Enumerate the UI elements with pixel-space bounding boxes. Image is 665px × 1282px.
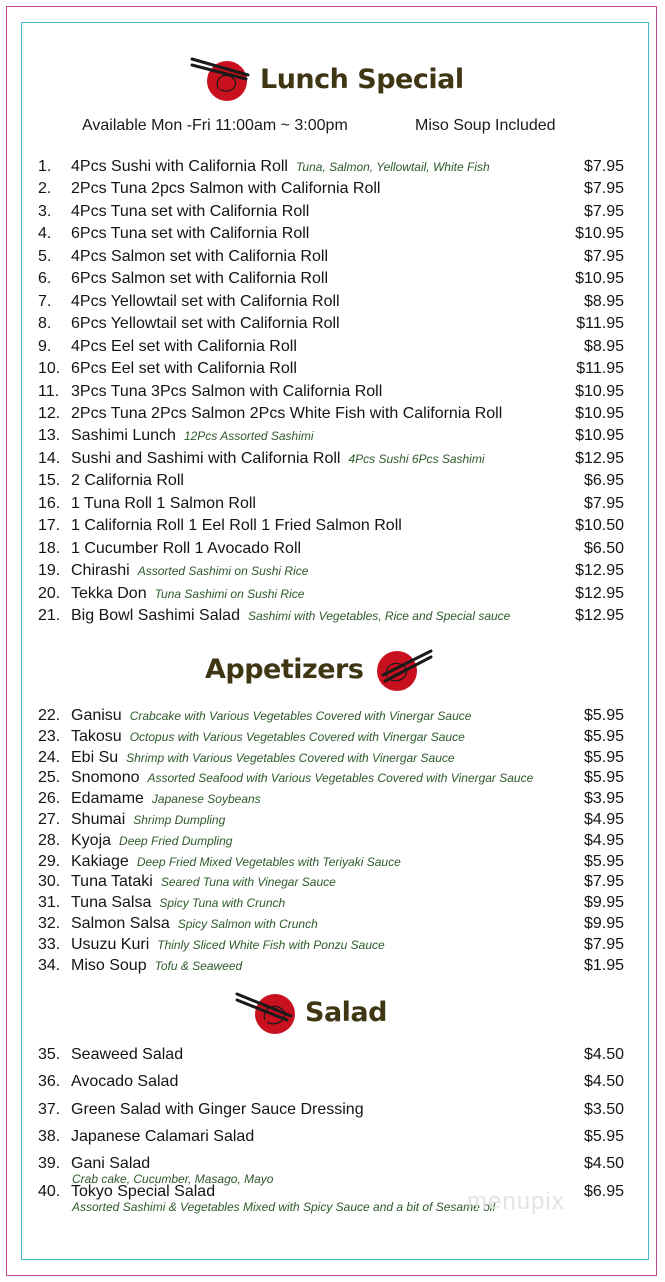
salad-title: Salad <box>305 996 387 1028</box>
item-name-group <box>71 955 242 977</box>
item-description: Seared Tuna with Vinegar Sauce <box>160 875 336 890</box>
menu-item <box>38 1071 624 1093</box>
item-name-group <box>71 560 308 582</box>
item-name: 6Pcs Eel set with California Roll <box>71 360 297 378</box>
item-description: Crabcake with Various Vegetables Covered with Vinergar Sauce <box>129 709 472 723</box>
item-number: 25. <box>38 769 61 787</box>
item-name: Ganisu <box>71 707 122 724</box>
item-number: 29. <box>38 852 61 870</box>
menu-item <box>38 313 624 335</box>
menu-item <box>38 871 624 893</box>
item-price: $7.95 <box>583 202 624 220</box>
item-name-group <box>71 934 385 956</box>
menu-item <box>38 291 624 313</box>
menu-item <box>38 1126 624 1148</box>
item-number: 35. <box>38 1046 61 1063</box>
item-price: $7.95 <box>583 247 624 265</box>
menu-item <box>38 246 624 268</box>
item-name-group <box>71 493 256 515</box>
item-name: 4Pcs Sushi with California Roll <box>71 158 288 175</box>
item-price: $10.95 <box>575 225 624 243</box>
item-number: 14. <box>38 449 61 467</box>
item-description: Japanese Soybeans <box>151 792 261 807</box>
item-price: $10.95 <box>575 404 624 422</box>
item-number: 7. <box>38 292 52 310</box>
item-price: $5.95 <box>583 852 624 870</box>
item-number: 11. <box>38 382 60 400</box>
menu-item <box>38 913 624 935</box>
menu-item <box>38 892 624 914</box>
item-name-group <box>71 201 309 223</box>
item-price: $8.95 <box>583 337 624 355</box>
item-name: 6Pcs Yellowtail set with California Roll <box>71 315 340 333</box>
menu-item <box>38 425 624 447</box>
availability-text: Available Mon -Fri 11:00am ~ 3:00pm <box>82 117 348 134</box>
item-name-group <box>71 358 297 380</box>
item-name-group <box>71 470 184 492</box>
item-name: Green Salad with Ginger Sauce Dressing <box>71 1100 364 1118</box>
item-price: $3.50 <box>583 1100 624 1118</box>
item-price: $5.95 <box>583 707 624 724</box>
item-number: 37. <box>38 1100 61 1118</box>
item-price: $10.50 <box>575 517 624 535</box>
item-price: $10.95 <box>575 427 624 445</box>
item-name-group <box>71 538 301 560</box>
item-number: 16. <box>38 494 61 512</box>
menu-item <box>38 223 624 245</box>
item-number: 28. <box>38 831 61 849</box>
item-price: $12.95 <box>575 562 624 580</box>
item-number: 15. <box>38 472 61 490</box>
item-description: Deep Fried Mixed Vegetables with Teriyaki Sauce <box>136 854 401 869</box>
item-name: 4Pcs Salmon set with California Roll <box>71 247 328 265</box>
item-price: $5.95 <box>583 727 624 745</box>
item-name-group <box>71 583 304 605</box>
item-description: Tuna, Salmon, Yellowtail, White Fish <box>295 160 490 174</box>
menu-item <box>38 448 624 470</box>
item-description: 12Pcs Assorted Sashimi <box>183 429 314 444</box>
item-name: 2Pcs Tuna 2Pcs Salmon 2Pcs White Fish with California Roll <box>71 404 503 422</box>
menu-item <box>38 493 624 515</box>
menu-item <box>38 830 624 852</box>
item-price: $10.95 <box>575 270 624 288</box>
lunch-title: Lunch Special <box>260 63 464 95</box>
menu-item <box>38 955 624 977</box>
menu-item <box>38 358 624 380</box>
menu-item <box>38 515 624 537</box>
menu-item <box>38 538 624 560</box>
item-name: 1 Tuna Roll 1 Salmon Roll <box>71 494 256 512</box>
item-number: 27. <box>38 811 61 828</box>
item-price: $12.95 <box>575 449 624 467</box>
item-name-group <box>71 448 485 470</box>
salad-heading <box>235 988 387 1036</box>
item-description: Tuna Sashimi on Sushi Rice <box>154 586 305 601</box>
item-price: $1.95 <box>583 956 624 974</box>
item-number: 26. <box>38 790 61 808</box>
item-name-group <box>71 726 465 748</box>
chopsticks-bowl-icon <box>190 55 250 103</box>
item-price: $4.95 <box>583 831 624 849</box>
menu-item <box>38 201 624 223</box>
item-price: $7.95 <box>583 873 624 891</box>
item-name: 3Pcs Tuna 3Pcs Salmon with California Roll <box>71 382 383 400</box>
item-name-group <box>71 705 471 727</box>
item-name: Edamame <box>71 790 144 808</box>
item-name: Kakiage <box>71 852 129 870</box>
item-price: $3.95 <box>583 790 624 808</box>
menu-item <box>38 178 624 200</box>
menu-item <box>38 705 624 727</box>
item-name-group <box>71 515 402 537</box>
watermark: menupix <box>467 1188 565 1215</box>
item-number: 2. <box>38 180 52 198</box>
item-name-group <box>71 1126 254 1148</box>
item-name: Shumai <box>71 811 126 828</box>
item-name: Gani Salad <box>71 1155 151 1173</box>
item-name-group <box>71 1044 183 1066</box>
item-name-group <box>71 425 314 447</box>
item-number: 10. <box>38 360 61 378</box>
item-description: Deep Fried Dumpling <box>119 833 233 848</box>
item-name-group <box>71 871 336 893</box>
item-name-group <box>71 336 297 358</box>
menu-item <box>38 583 624 605</box>
item-price: $12.95 <box>575 584 624 602</box>
menu-item <box>38 726 624 748</box>
item-number: 32. <box>38 915 61 932</box>
chopsticks-bowl-icon <box>373 645 433 693</box>
menu-item <box>38 767 624 789</box>
item-name-group <box>71 403 502 425</box>
item-description: Spicy Salmon with Crunch <box>177 917 318 931</box>
item-name: 4Pcs Yellowtail set with California Roll <box>71 292 340 310</box>
item-name: 2 California Roll <box>71 472 184 490</box>
item-name: Tokyo Special Salad <box>71 1182 216 1200</box>
item-number: 8. <box>38 315 52 333</box>
item-number: 13. <box>38 427 61 445</box>
item-name: 4Pcs Eel set with California Roll <box>71 337 297 355</box>
item-name: Snomono <box>71 769 140 787</box>
item-number: 38. <box>38 1127 61 1145</box>
item-name: Chirashi <box>71 562 130 580</box>
item-price: $11.95 <box>576 360 624 378</box>
menu-item <box>38 470 624 492</box>
item-price: $12.95 <box>575 607 624 624</box>
item-name-group <box>71 913 318 935</box>
item-number: 24. <box>38 748 61 766</box>
item-number: 9. <box>38 337 52 355</box>
appetizers-heading <box>205 645 433 693</box>
item-description: 4Pcs Sushi 6Pcs Sashimi <box>348 451 485 466</box>
item-price: $4.95 <box>583 811 624 828</box>
item-number: 6. <box>38 270 52 288</box>
item-name-group <box>71 313 340 335</box>
item-name: Takosu <box>71 727 122 745</box>
item-name-group <box>71 892 285 914</box>
item-name: Miso Soup <box>71 956 147 974</box>
item-price: $6.50 <box>583 539 624 557</box>
item-number: 23. <box>38 727 61 745</box>
item-number: 40. <box>38 1182 61 1200</box>
item-number: 19. <box>38 562 61 580</box>
lunch-heading <box>190 55 464 103</box>
item-number: 4. <box>38 225 52 243</box>
item-name: Sushi and Sashimi with California Roll <box>71 449 341 467</box>
item-number: 34. <box>38 956 61 974</box>
item-name-group <box>71 747 455 769</box>
menu-item <box>38 403 624 425</box>
item-name: 6Pcs Salmon set with California Roll <box>71 270 328 288</box>
item-description: Thinly Sliced White Fish with Ponzu Sauce <box>157 937 385 952</box>
item-name: 6Pcs Tuna set with California Roll <box>71 225 310 243</box>
menu-item <box>38 851 624 873</box>
item-number: 30. <box>38 873 61 891</box>
item-description: Assorted Sashimi on Sushi Rice <box>137 564 309 579</box>
menu-item <box>38 934 624 956</box>
item-name: 1 California Roll 1 Eel Roll 1 Fried Salmon Roll <box>71 517 402 535</box>
item-number: 33. <box>38 935 61 953</box>
item-name: Seaweed Salad <box>71 1046 184 1063</box>
menu-item <box>38 809 624 831</box>
item-price: $5.95 <box>583 1127 624 1145</box>
item-name-group <box>71 788 261 810</box>
miso-included-text: Miso Soup Included <box>415 117 556 134</box>
menu-item <box>38 788 624 810</box>
item-number: 31. <box>38 894 61 912</box>
item-name-group <box>71 809 225 831</box>
item-price: $7.95 <box>583 494 624 512</box>
chopsticks-bowl-icon <box>235 988 295 1036</box>
item-description: Assorted Seafood with Various Vegetables Covered with Vinergar Sauce <box>147 771 534 786</box>
item-name-group <box>71 156 490 178</box>
menu-item <box>38 381 624 403</box>
item-name: Salmon Salsa <box>71 915 170 932</box>
item-price: $9.95 <box>583 894 624 912</box>
item-number: 20. <box>38 584 61 602</box>
item-name: Ebi Su <box>71 748 119 766</box>
item-price: $4.50 <box>583 1155 624 1173</box>
item-description: Sashimi with Vegetables, Rice and Special sauce <box>247 609 511 623</box>
item-name: Tuna Salsa <box>71 894 152 912</box>
item-description: Shrimp Dumpling <box>133 813 226 827</box>
item-name: Avocado Salad <box>71 1073 179 1091</box>
item-name: 1 Cucumber Roll 1 Avocado Roll <box>71 539 302 557</box>
item-name: Big Bowl Sashimi Salad <box>71 607 240 624</box>
menu-item <box>38 605 624 627</box>
item-price: $6.95 <box>583 1182 624 1200</box>
menu-item <box>38 560 624 582</box>
item-name-group <box>71 246 328 268</box>
item-price: $5.95 <box>583 769 624 787</box>
menu-item <box>38 268 624 290</box>
gani-salad-desc: Crab cake, Cucumber, Masago, Mayo <box>72 1172 274 1186</box>
item-number: 17. <box>38 517 61 535</box>
item-description: Shrimp with Various Vegetables Covered with Vinergar Sauce <box>126 750 455 765</box>
item-price: $7.95 <box>583 935 624 953</box>
item-number: 5. <box>38 247 52 265</box>
menu-item <box>38 1044 624 1066</box>
menu-item <box>38 747 624 769</box>
item-name-group <box>71 1071 178 1093</box>
item-price: $5.95 <box>583 748 624 766</box>
item-price: $4.50 <box>583 1046 624 1063</box>
item-name: Japanese Calamari Salad <box>71 1127 255 1145</box>
item-name: 2Pcs Tuna 2pcs Salmon with California Roll <box>71 180 381 198</box>
item-name-group <box>71 1099 364 1121</box>
item-name-group <box>71 767 533 789</box>
menu-item <box>38 156 624 178</box>
item-price: $4.50 <box>583 1073 624 1091</box>
item-name: Kyoja <box>71 831 112 849</box>
item-name: Tuna Tataki <box>71 873 153 891</box>
item-name-group <box>71 381 382 403</box>
item-name: 4Pcs Tuna set with California Roll <box>71 202 310 220</box>
item-price: $6.95 <box>583 472 624 490</box>
menu-item <box>38 1099 624 1121</box>
item-name-group <box>71 291 340 313</box>
appetizers-title: Appetizers <box>205 653 364 685</box>
item-price: $11.95 <box>576 315 624 333</box>
item-name-group <box>71 178 380 200</box>
item-name-group <box>71 605 510 627</box>
item-price: $7.95 <box>583 180 624 198</box>
item-name-group <box>71 223 309 245</box>
item-name: Tekka Don <box>71 584 147 602</box>
item-name: Sashimi Lunch <box>71 427 176 445</box>
item-description: Tofu & Seaweed <box>154 958 243 973</box>
item-name-group <box>71 268 328 290</box>
item-price: $7.95 <box>583 158 624 175</box>
item-number: 18. <box>38 539 61 557</box>
item-price: $8.95 <box>583 292 624 310</box>
menu-item <box>38 336 624 358</box>
item-description: Spicy Tuna with Crunch <box>159 896 286 911</box>
item-number: 22. <box>38 707 61 724</box>
item-number: 21. <box>38 607 61 624</box>
item-description: Octopus with Various Vegetables Covered with Vinergar Sauce <box>129 729 465 744</box>
item-price: $10.95 <box>575 382 624 400</box>
item-number: 12. <box>38 404 61 422</box>
item-number: 1. <box>38 158 52 175</box>
item-number: 39. <box>38 1155 61 1173</box>
item-name: Usuzu Kuri <box>71 935 150 953</box>
item-name-group <box>71 830 232 852</box>
item-price: $9.95 <box>583 915 624 932</box>
item-number: 36. <box>38 1073 61 1091</box>
tokyo-salad-desc: Assorted Sashimi & Vegetables Mixed with Spicy Sauce and a bit of Sesame oil <box>72 1200 496 1214</box>
item-name-group <box>71 851 401 873</box>
item-number: 3. <box>38 202 52 220</box>
